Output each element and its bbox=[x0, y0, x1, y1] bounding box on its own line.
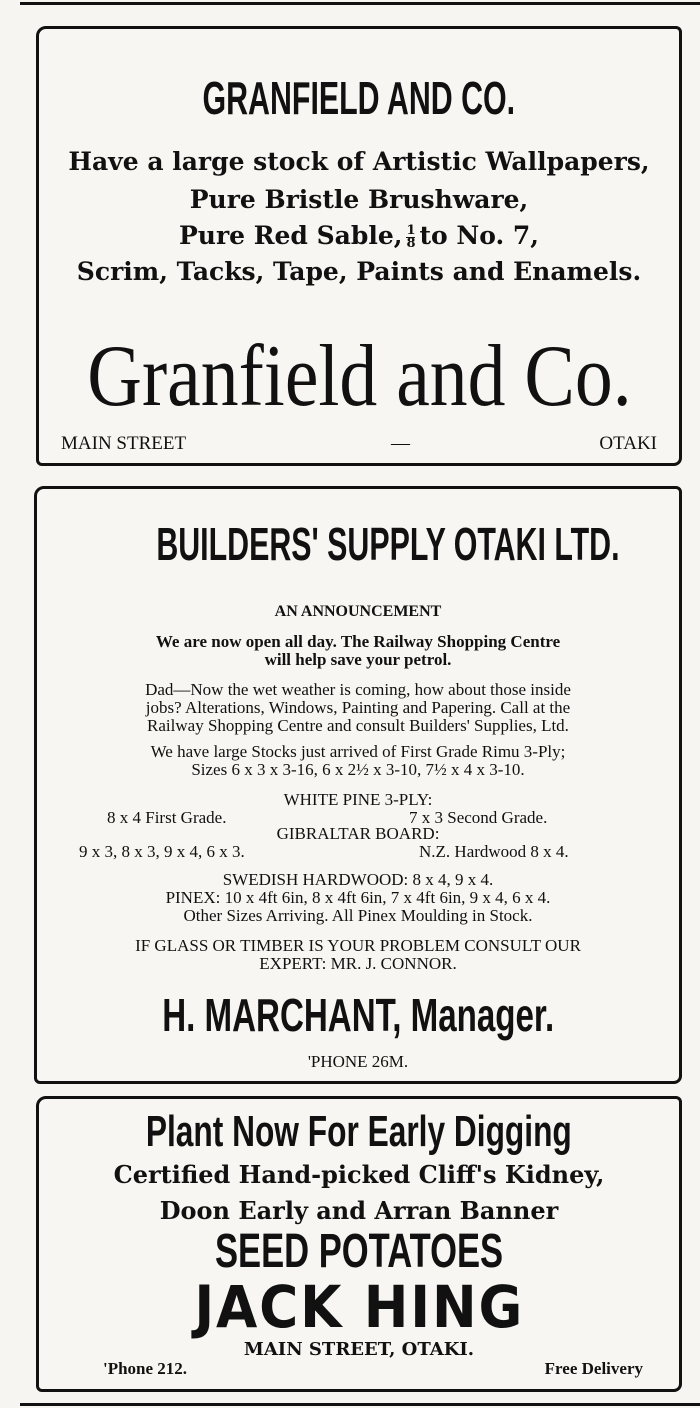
announcement-para-3: We have large Stocks just arrived of First Grade Rimu 3-Ply; Sizes 6 x 3 x 3-16, 6 x 2½ x 3-10, 7½ x 4 x 3-10. bbox=[150, 742, 566, 779]
white-pine-first-grade: 8 x 4 First Grade. bbox=[107, 808, 227, 827]
granfield-line-1: Have a large stock of Artistic Wallpapers, bbox=[68, 147, 650, 176]
granfield-dash: — bbox=[391, 433, 410, 454]
white-pine-title: WHITE PINE 3-PLY: bbox=[283, 790, 433, 809]
other-sizes: Other Sizes Arriving. All Pinex Moulding in Stock. bbox=[183, 906, 533, 925]
builders-heading: BUILDERS' SUPPLY OTAKI LTD. bbox=[156, 518, 620, 570]
potato-line-2: Doon Early and Arran Banner bbox=[159, 1196, 559, 1225]
granfield-town: OTAKI bbox=[599, 433, 657, 454]
swedish-hardwood: SWEDISH HARDWOOD: 8 x 4, 9 x 4. bbox=[222, 870, 494, 889]
granfield-line-4: Scrim, Tacks, Tape, Paints and Enamels. bbox=[76, 257, 642, 286]
granfield-line-2: Pure Bristle Brushware, bbox=[189, 185, 529, 214]
jack-hing-phone: 'Phone 212. bbox=[103, 1359, 188, 1378]
glass-timber-notice: IF GLASS OR TIMBER IS YOUR PROBLEM CONSULT OUR EXPERT: MR. J. CONNOR. bbox=[135, 936, 581, 973]
granfield-signature: Granfield and Co. bbox=[86, 328, 632, 425]
manager-name: H. MARCHANT, Manager. bbox=[162, 989, 554, 1041]
builders-phone: 'PHONE 26M. bbox=[307, 1052, 409, 1071]
top-rule bbox=[20, 2, 700, 5]
announcement-title: AN ANNOUNCEMENT bbox=[274, 603, 442, 620]
jack-hing-name: JACK HING bbox=[194, 1273, 524, 1341]
granfield-line-3: Pure Red Sable, $\frac{1}{8}$ to No. 7, bbox=[178, 221, 540, 251]
potato-line-1: Certified Hand-picked Cliff's Kidney, bbox=[113, 1160, 605, 1189]
gibraltar-title: GIBRALTAR BOARD: bbox=[276, 824, 440, 843]
granfield-address: MAIN STREET bbox=[61, 433, 187, 454]
announcement-para-1: We are now open all day. The Railway Shopping Centre will help save your petrol. bbox=[155, 632, 561, 669]
fraction-one-eighth: $\frac{1}{8}$ bbox=[406, 223, 416, 251]
bottom-rule bbox=[20, 1403, 700, 1406]
free-delivery: Free Delivery bbox=[544, 1359, 643, 1378]
seed-potatoes: SEED POTATOES bbox=[214, 1225, 504, 1278]
jack-hing-advertisement bbox=[36, 1096, 682, 1392]
pinex-sizes: PINEX: 10 x 4ft 6in, 8 x 4ft 6in, 7 x 4ft 6in, 9 x 4, 6 x 4. bbox=[165, 888, 551, 907]
granfield-advertisement bbox=[36, 26, 682, 466]
nz-hardwood: N.Z. Hardwood 8 x 4. bbox=[419, 842, 569, 861]
plant-now-heading: Plant Now For Early Digging bbox=[146, 1107, 572, 1156]
builders-supply-advertisement bbox=[34, 486, 682, 1084]
granfield-heading: GRANFIELD AND CO. bbox=[202, 72, 516, 124]
white-pine-second-grade: 7 x 3 Second Grade. bbox=[409, 808, 548, 827]
jack-hing-address: MAIN STREET, OTAKI. bbox=[243, 1339, 475, 1360]
gibraltar-sizes: 9 x 3, 8 x 3, 9 x 4, 6 x 3. bbox=[79, 842, 245, 861]
announcement-para-2: Dad—Now the wet weather is coming, how about those inside jobs? Alterations, Windows, Painting and Papering. Call at the Railway Shopping Centre and consult Builders' Supplies, Ltd. bbox=[145, 680, 571, 735]
